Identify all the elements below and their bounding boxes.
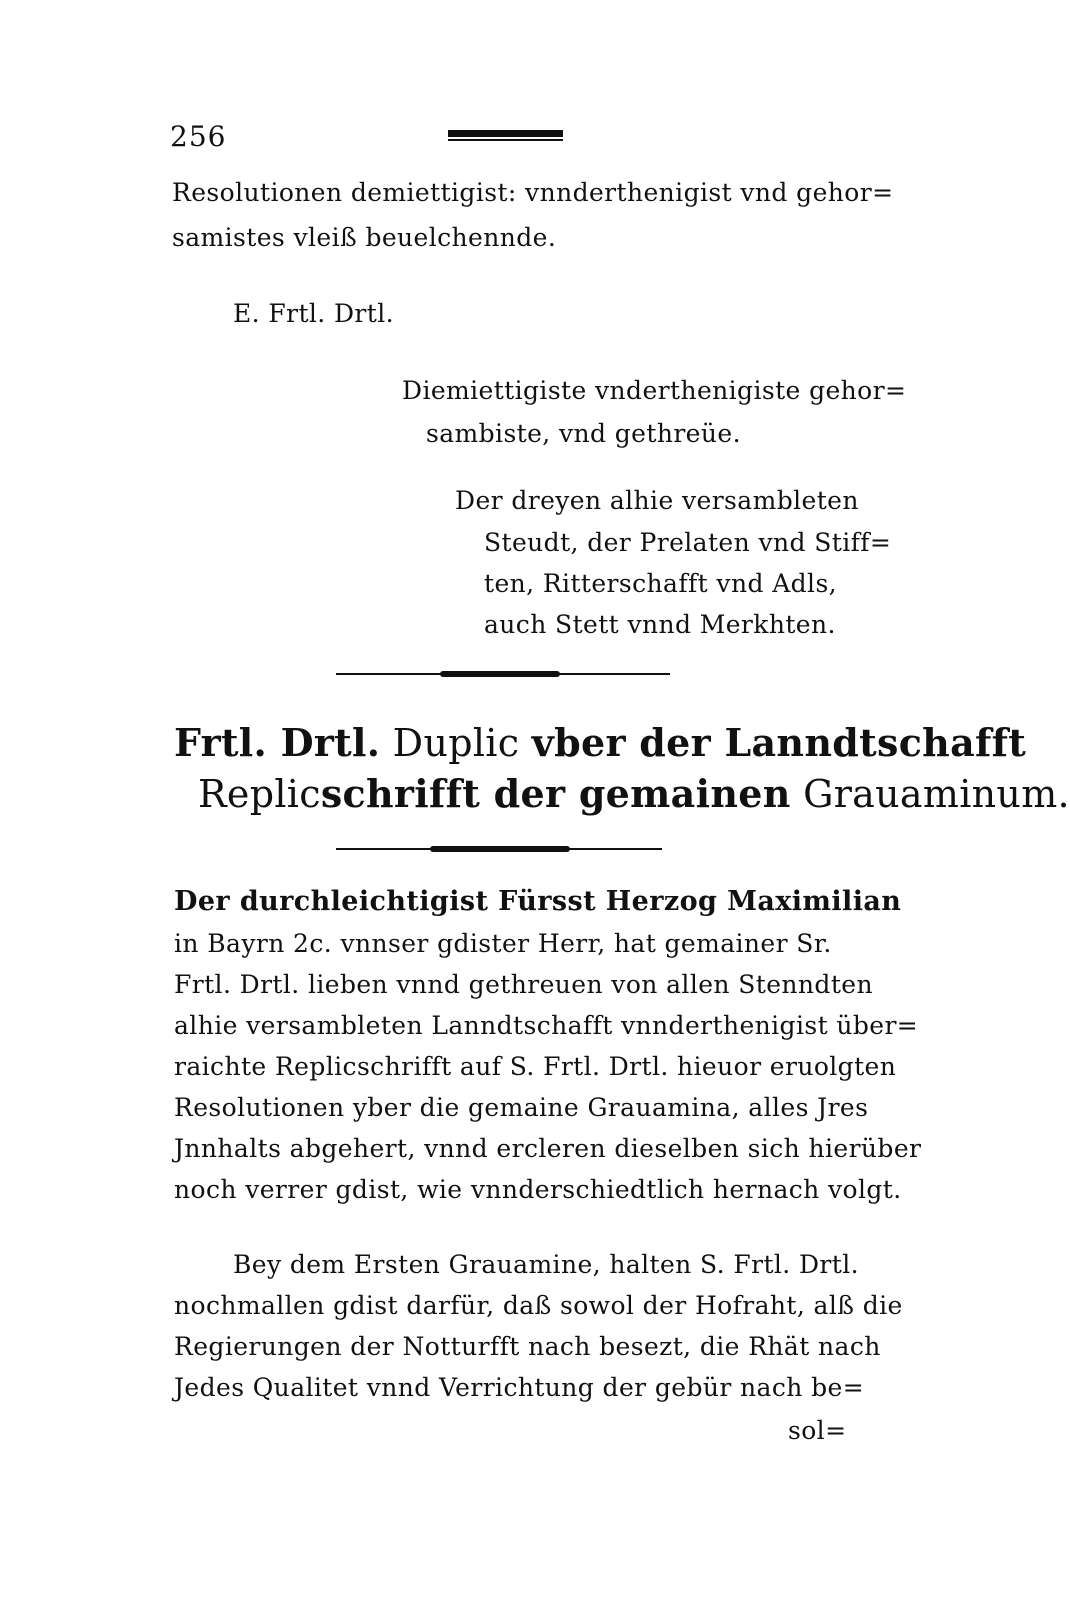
- heading-subject: vber der Lanndtschafft: [531, 720, 1027, 765]
- paragraph-line: noch verrer gdist, wie vnnderschiedtlich hernach volgt.: [174, 1175, 902, 1204]
- heading-grauaminum: Grauaminum.: [803, 772, 1070, 816]
- continuation-line: Resolutionen demiettigist: vnnderthenigist vnd gehor=: [172, 178, 894, 207]
- section-heading-line1: [174, 720, 1026, 765]
- section-heading-line2: [198, 771, 1070, 816]
- header-rule: [448, 130, 563, 142]
- paragraph-line: Frtl. Drtl. lieben vnnd gethreuen von allen Stenndten: [174, 970, 873, 999]
- paragraph-line: Regierungen der Notturfft nach besezt, die Rhät nach: [174, 1332, 881, 1361]
- paragraph-line: Bey dem Ersten Grauamine, halten S. Frtl. Drtl.: [233, 1250, 859, 1279]
- closing-line: Diemiettigiste vnderthenigiste gehor=: [402, 376, 907, 405]
- closing-line: sambiste, vnd gethreüe.: [426, 419, 741, 448]
- signature-line: auch Stett vnnd Merkhten.: [484, 610, 836, 639]
- catchword: sol=: [788, 1416, 847, 1445]
- paragraph-line: Jnnhalts abgehert, vnnd ercleren dieselben sich hierüber: [174, 1134, 922, 1163]
- continuation-line: samistes vleiß beuelchennde.: [172, 223, 557, 252]
- signature-line: ten, Ritterschafft vnd Adls,: [484, 569, 838, 598]
- page-number: 256: [170, 120, 227, 153]
- heading-middle: schrifft der gemainen: [320, 771, 791, 816]
- paragraph-line: Resolutionen yber die gemaine Grauamina, alles Jres: [174, 1093, 869, 1122]
- paragraph-line: raichte Replicschrifft auf S. Frtl. Drtl. hieuor eruolgten: [174, 1052, 897, 1081]
- paragraph-line: Der durchleichtigist Fürsst Herzog Maximilian: [174, 886, 902, 917]
- section-rule-bottom-center: [430, 846, 570, 852]
- section-rule-top-center: [440, 671, 560, 677]
- signature-line: Der dreyen alhie versambleten: [455, 486, 859, 515]
- paragraph-line: Jedes Qualitet vnnd Verrichtung der gebür nach be=: [174, 1373, 865, 1402]
- salutation: E. Frtl. Drtl.: [233, 299, 394, 328]
- heading-duplic: Duplic: [392, 721, 520, 765]
- paragraph-line: nochmallen gdist darfür, daß sowol der Hofraht, alß die: [174, 1291, 903, 1320]
- paragraph-line: alhie versambleten Lanndtschafft vnnderthenigist über=: [174, 1011, 919, 1040]
- paragraph-line: in Bayrn 2c. vnnser gdister Herr, hat gemainer Sr.: [174, 929, 832, 958]
- heading-replic: Replic: [198, 772, 321, 816]
- signature-line: Steudt, der Prelaten vnd Stiff=: [484, 528, 892, 557]
- heading-prefix: Frtl. Drtl.: [174, 720, 381, 765]
